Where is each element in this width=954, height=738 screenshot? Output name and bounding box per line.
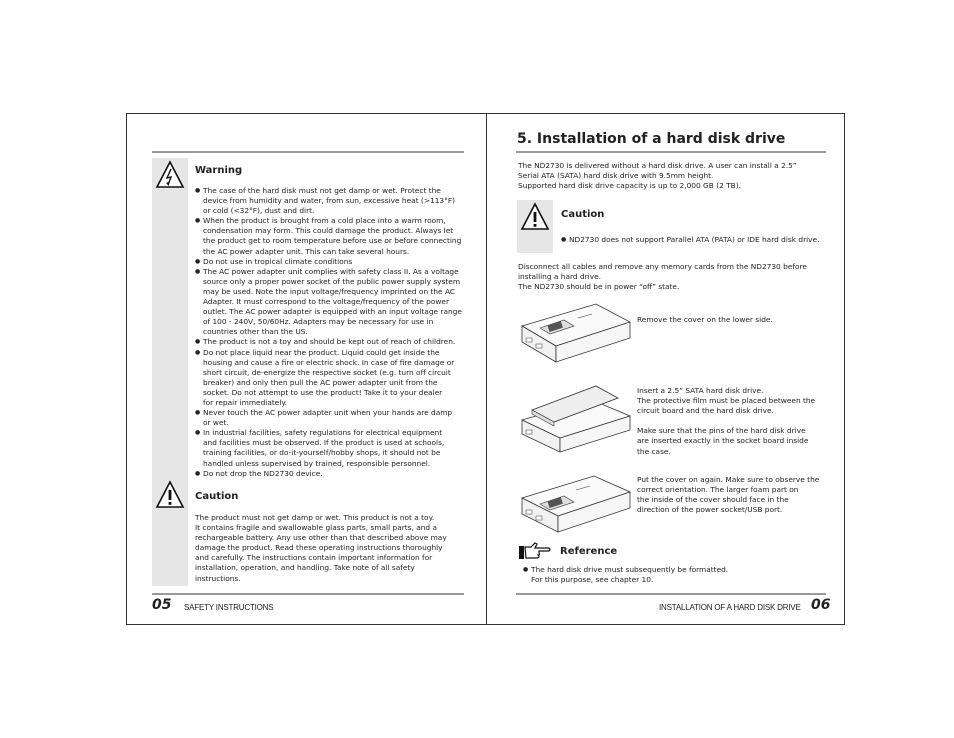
footer-label-right: INSTALLATION OF A HARD DISK DRIVE <box>659 603 801 612</box>
intro-text <box>518 161 797 191</box>
enclosure-closed-illustration <box>518 470 634 542</box>
caution-bullet: ● ND2730 does not support Parallel ATA (PATA) or IDE hard disk drive. <box>561 235 819 245</box>
warning-item-line: short circuit, de-energize the respective socket (e.g. turn off circuit <box>203 367 451 377</box>
caution-title: Caution <box>195 491 239 502</box>
warning-item-line: may be used. Note the input voltage/frequency imprinted on the AC <box>203 286 456 296</box>
caution-line: The product must not get damp or wet. This product is not a toy. <box>195 513 435 522</box>
caution-line: damage the product. Read these operating instructions thoroughly <box>195 543 443 553</box>
warning-item-line: Adapter. It must correspond to the voltage/frequency of the power <box>203 297 450 307</box>
warning-item-line: device from humidity and water, from sun, excessive heat (>113°F) <box>203 196 455 206</box>
caution-icon-right <box>520 202 550 232</box>
caution-title-right: Caution <box>561 209 605 220</box>
caution-line: It contains fragile and swallowable glass parts, small parts, and a <box>195 523 437 533</box>
pointing-hand-icon <box>518 541 552 561</box>
warning-item: ● The AC power adapter unit complies with safety class II. As a voltage <box>195 267 462 277</box>
prep-line: installing a hard drive. <box>518 272 601 282</box>
enclosure-cover-removed-illustration <box>518 296 634 368</box>
warning-item: ● Never touch the AC power adapter unit when your hands are damp <box>195 408 462 418</box>
warning-item: ● Do not drop the ND2730 device. <box>195 469 462 479</box>
warning-item: ● In industrial facilities, safety regulations for electrical equipment <box>195 428 462 438</box>
warning-item-line: socket. Do not attempt to use the product! Take it to your dealer <box>203 387 443 397</box>
warning-item-line: source only a proper power socket of the public power supply system <box>203 276 461 286</box>
step-line <box>637 416 815 426</box>
caution-line: rechargeable battery. Any use other than that described above may <box>195 533 447 543</box>
warning-list <box>195 186 462 479</box>
prep-text <box>518 262 807 292</box>
warning-item-line: countries other than the US. <box>203 327 308 337</box>
step-1-text <box>637 315 773 325</box>
bottom-rule-left <box>152 593 464 595</box>
step-line: are inserted exactly in the socket board inside <box>637 436 809 446</box>
step-3-text <box>637 475 819 515</box>
prep-line: Disconnect all cables and remove any memory cards from the ND2730 before <box>518 262 807 271</box>
warning-item-line: handled unless supervised by trained, responsible personnel. <box>203 458 431 468</box>
warning-item-line: of 100 - 240V, 50/60Hz. Adapters may be necessary for use in <box>203 317 434 327</box>
bottom-rule-right <box>516 593 826 595</box>
intro-line: Supported hard disk drive capacity is up to 2,000 GB (2 TB). <box>518 181 741 191</box>
warning-item: ● When the product is brought from a cold place into a warm room, <box>195 216 462 226</box>
step-line: Remove the cover on the lower side. <box>637 315 773 324</box>
step-line: The protective film must be placed between the <box>637 396 816 406</box>
warning-item-line: or cold (<32°F), dust and dirt. <box>203 206 315 216</box>
page-heading: 5. Installation of a hard disk drive <box>517 131 786 147</box>
caution-text <box>195 513 447 584</box>
footer-label-left: SAFETY INSTRUCTIONS <box>184 603 274 612</box>
reference-title: Reference <box>560 546 618 557</box>
reference-text <box>523 565 728 585</box>
step-2-text <box>637 386 815 457</box>
warning-item: ● The product is not a toy and should be kept out of reach of children. <box>195 337 462 347</box>
step-line: the case. <box>637 446 671 456</box>
step-line: Put the cover on again. Make sure to observe the <box>637 475 820 484</box>
warning-item-line: breaker) and only then pull the AC power adapter unit from the <box>203 377 438 387</box>
warning-item-line: and facilities must be observed. If the product is used at schools, <box>203 438 445 448</box>
left-sidebar <box>152 158 188 586</box>
caution-line: installation, operation, and handling. Take note of all safety <box>195 563 415 573</box>
warning-item: ● Do not place liquid near the product. Liquid could get inside the <box>195 348 462 358</box>
electric-warning-icon <box>155 160 185 190</box>
page-number-left: 05 <box>152 597 172 613</box>
warning-item-line: condensation may form. This could damage the product. Always let <box>203 226 454 236</box>
top-rule-left <box>152 151 464 153</box>
caution-item-right <box>561 235 819 245</box>
hdd-insertion-illustration <box>518 380 634 456</box>
intro-line: The ND2730 is delivered without a hard disk drive. A user can install a 2.5” <box>518 161 797 170</box>
warning-item-line: or wet. <box>203 418 229 428</box>
warning-item-line: for repair immediately. <box>203 397 288 407</box>
warning-item-line: housing and cause a fire or electric shock. In case of fire damage or <box>203 357 455 367</box>
warning-item: ● Do not use in tropical climate conditions <box>195 257 462 267</box>
intro-line: Serial ATA (SATA) hard disk drive with 9.5mm height. <box>518 171 714 181</box>
caution-line: instructions. <box>195 573 241 583</box>
page-number-right: 06 <box>811 597 831 613</box>
caution-line: and carefully. The instructions contain important information for <box>195 553 433 563</box>
step-line: Insert a 2.5” SATA hard disk drive. <box>637 386 764 395</box>
reference-line: ● The hard disk drive must subsequently be formatted. <box>523 565 728 575</box>
warning-item-line: training facilities, or do-it-yourself/hobby shops, it should not be <box>203 448 441 458</box>
step-line: circuit board and the hard disk drive. <box>637 406 774 416</box>
step-line: correct orientation. The larger foam part on <box>637 485 799 495</box>
warning-item: ● The case of the hard disk must not get damp or wet. Protect the <box>195 186 462 196</box>
step-line: the inside of the cover should face in the <box>637 495 789 505</box>
caution-icon <box>155 480 185 510</box>
top-rule-right <box>516 151 826 153</box>
prep-line: The ND2730 should be in power “off” state. <box>518 282 680 292</box>
warning-item-line: the AC power adapter unit. This can take several hours. <box>203 246 410 256</box>
warning-title: Warning <box>195 165 243 176</box>
reference-line: For this purpose, see chapter 10. <box>531 575 654 585</box>
step-line: direction of the power socket/USB port. <box>637 505 783 515</box>
page-divider <box>486 113 487 625</box>
warning-item-line: outlet. The AC power adapter is equipped with an input voltage range <box>203 307 462 317</box>
step-line: Make sure that the pins of the hard disk drive <box>637 426 806 436</box>
warning-item-line: the product get to room temperature before use or before connecting <box>203 236 462 246</box>
